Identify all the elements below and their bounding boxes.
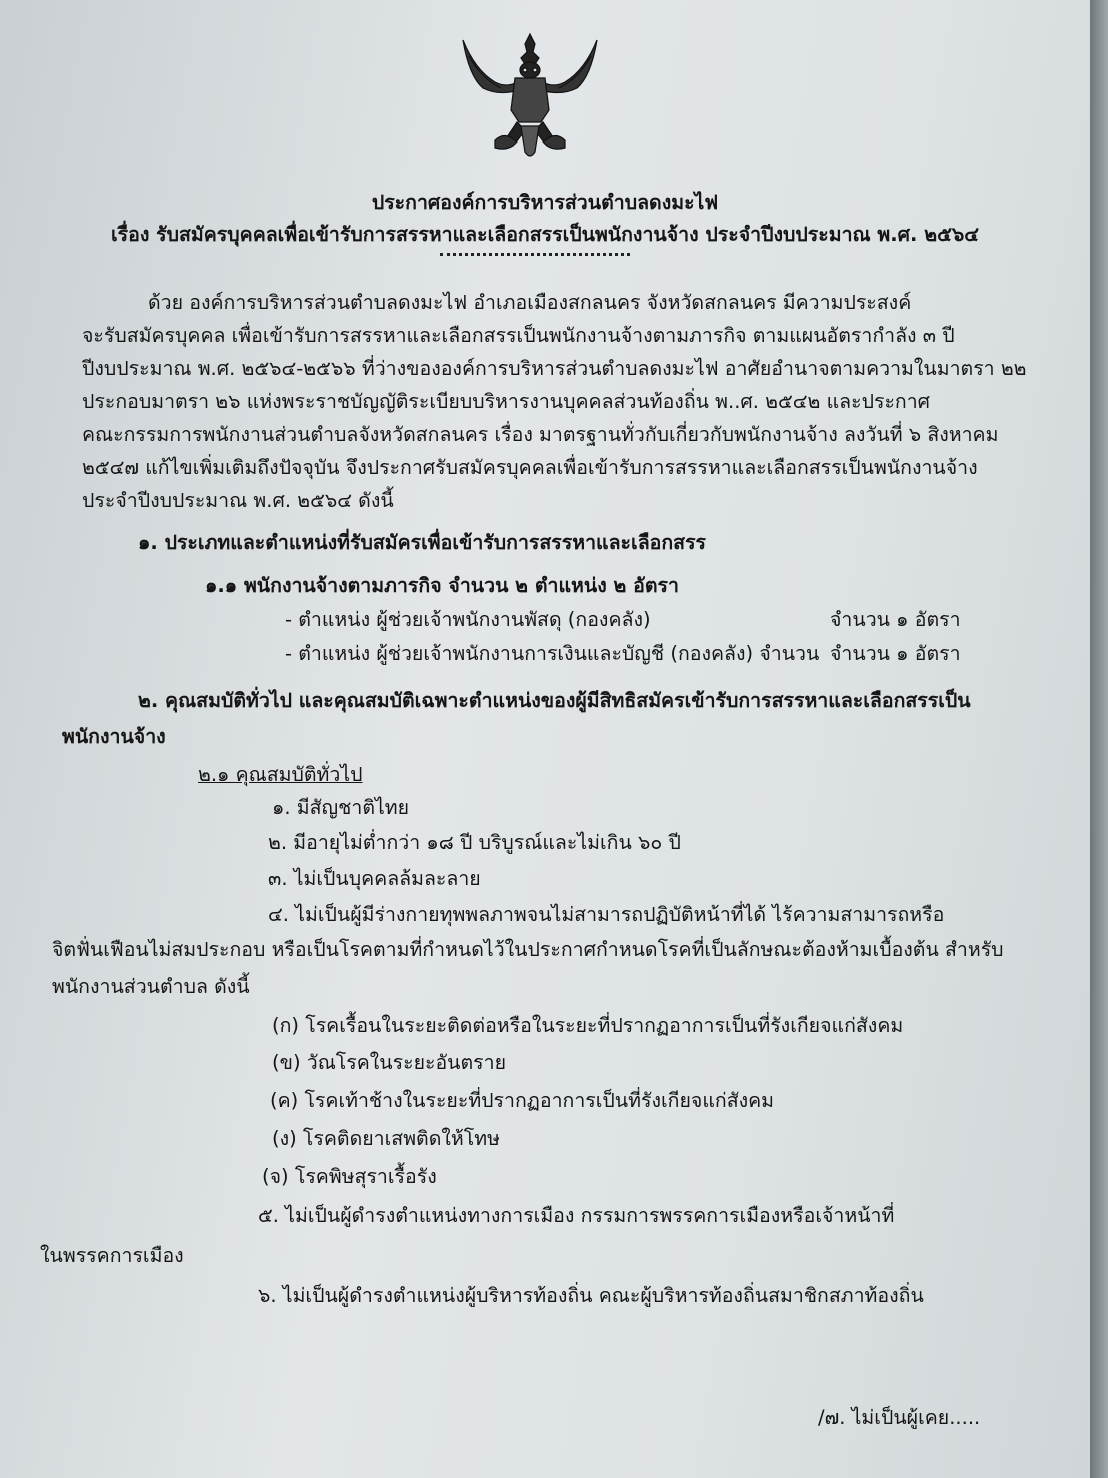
position-label: - ตำแหน่ง ผู้ช่วยเจ้าพนักงานพัสดุ (กองคลัง) [285, 608, 651, 631]
intro-line: ๒๕๔๗ แก้ไขเพิ่มเติมถึงปัจจุบัน จึงประกาศรับสมัครบุคคลเพื่อเข้ารับการสรรหาและเลือกสรรเป็นพนักงานจ้าง [82, 456, 978, 479]
disease-item: (ก) โรคเรื้อนในระยะติดต่อหรือในระยะที่ปรากฏอาการเป็นที่รังเกียจแก่สังคม [272, 1014, 904, 1037]
qualification-item: ๒. มีอายุไม่ต่ำกว่า ๑๘ ปี บริบูรณ์และไม่เกิน ๖๐ ปี [268, 831, 681, 854]
intro-line: ประจำปีงบประมาณ พ.ศ. ๒๕๖๔ ดังนี้ [82, 489, 394, 512]
qualification-item: ๑. มีสัญชาติไทย [272, 796, 410, 819]
section1-heading: ๑. ประเภทและตำแหน่งที่รับสมัครเพื่อเข้ารับการสรรหาและเลือกสรร [138, 531, 707, 554]
title-divider [440, 253, 630, 256]
announcement-subject: เรื่อง รับสมัครบุคคลเพื่อเข้ารับการสรรหาและเลือกสรรเป็นพนักงานจ้าง ประจำปีงบประมาณ พ.ศ. ๒๕๖๔ [110, 223, 979, 246]
intro-line: ปีงบประมาณ พ.ศ. ๒๕๖๔-๒๕๖๖ ที่ว่างขององค์การบริหารส่วนตำบลดงมะไฟ อาศัยอำนาจตามความในมาตรา ๒๒ [82, 357, 1027, 380]
announcement-title: ประกาศองค์การบริหารส่วนตำบลดงมะไฟ [371, 191, 719, 214]
section2-heading-cont: พนักงานจ้าง [62, 725, 166, 748]
position-count: จำนวน ๑ อัตรา [830, 642, 961, 665]
garuda-emblem-icon [455, 30, 605, 165]
background-edge [1090, 0, 1108, 1478]
disease-item: (จ) โรคพิษสุราเรื้อรัง [262, 1165, 437, 1188]
qualification-item: ๔. ไม่เป็นผู้มีร่างกายทุพพลภาพจนไม่สามารถปฏิบัติหน้าที่ได้ ไร้ความสามารถหรือ [268, 903, 945, 926]
qualification-item-cont: พนักงานส่วนตำบล ดังนี้ [52, 975, 250, 998]
position-label: - ตำแหน่ง ผู้ช่วยเจ้าพนักงานการเงินและบัญชี (กองคลัง) จำนวน [285, 642, 820, 665]
intro-line: ด้วย องค์การบริหารส่วนตำบลดงมะไฟ อำเภอเมืองสกลนคร จังหวัดสกลนคร มีความประสงค์ [148, 291, 912, 314]
disease-item: (ง) โรคติดยาเสพติดให้โทษ [272, 1127, 500, 1150]
section2-heading: ๒. คุณสมบัติทั่วไป และคุณสมบัติเฉพาะตำแหน่งของผู้มีสิทธิสมัครเข้ารับการสรรหาและเลือกสรรเป็น [138, 689, 971, 712]
intro-line: จะรับสมัครบุคคล เพื่อเข้ารับการสรรหาและเลือกสรรเป็นพนักงานจ้างตามภารกิจ ตามแผนอัตรากำลัง ๓ ปี [82, 324, 955, 347]
disease-item: (ข) วัณโรคในระยะอันตราย [272, 1051, 507, 1074]
qualification-item-cont: จิตฟั่นเฟือนไม่สมประกอบ หรือเป็นโรคตามที่กำหนดไว้ในประกาศกำหนดโรคที่เป็นลักษณะต้องห้ามเบื้องต้น สำหรับ [52, 938, 1004, 961]
disease-item: (ค) โรคเท้าช้างในระยะที่ปรากฏอาการเป็นที่รังเกียจแก่สังคม [270, 1089, 775, 1112]
qualification-item: ๓. ไม่เป็นบุคคลล้มละลาย [268, 867, 481, 890]
section2-subheading: ๒.๑ คุณสมบัติทั่วไป [198, 763, 363, 786]
intro-line: คณะกรรมการพนักงานส่วนตำบลจังหวัดสกลนคร เรื่อง มาตรฐานทั่วกับเกี่ยวกับพนักงานจ้าง ลงวันที่ ๖ สิงหาคม [82, 423, 999, 446]
position-count: จำนวน ๑ อัตรา [830, 608, 961, 631]
qualification-item: ๕. ไม่เป็นผู้ดำรงตำแหน่งทางการเมือง กรรมการพรรคการเมืองหรือเจ้าหน้าที่ [258, 1204, 895, 1227]
section1-subheading: ๑.๑ พนักงานจ้างตามภารกิจ จำนวน ๒ ตำแหน่ง ๒ อัตรา [205, 574, 679, 597]
qualification-item-cont: ในพรรคการเมือง [40, 1244, 184, 1267]
intro-line: ประกอบมาตรา ๒๖ แห่งพระราชบัญญัติระเบียบบริหารงานบุคคลส่วนท้องถิ่น พ..ศ. ๒๕๔๒ และประกาศ [82, 390, 931, 413]
qualification-item: ๖. ไม่เป็นผู้ดำรงตำแหน่งผู้บริหารท้องถิ่น คณะผู้บริหารท้องถิ่นสมาชิกสภาท้องถิ่น [258, 1284, 924, 1307]
continued-note: /๗. ไม่เป็นผู้เคย..... [818, 1406, 981, 1429]
